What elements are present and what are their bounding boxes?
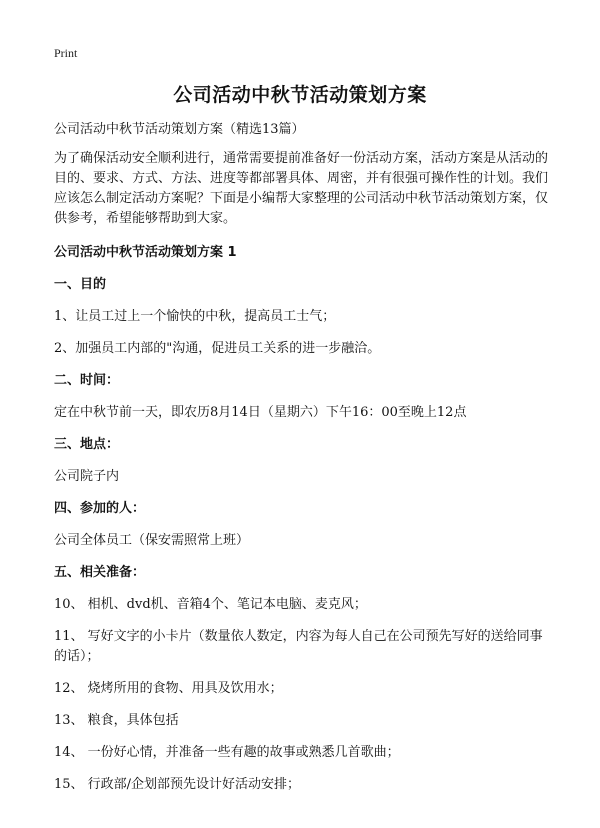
time-text: 定在中秋节前一天，即农历8月14日（星期六）下午16：00至晚上12点 xyxy=(54,405,467,420)
intro-paragraph: 为了确保活动安全顺利进行，通常需要提前准备好一份活动方案，活动方案是从活动的目的、要求、方式、方法、进度等都部署具体、周密，并有很强可操作性的计划。我们应该怎么制定活动方案呢？下面是小编帮大家整理的公司活动中秋节活动策划方案，仅供参考，希望能够帮助到大家。 xyxy=(54,151,549,226)
place-text: 公司院子内 xyxy=(54,469,120,484)
participants-text: 公司全体员工（保安需照常上班） xyxy=(54,533,250,548)
document-body xyxy=(54,120,548,807)
list-item: 10、 相机、dvd机、音箱4个、笔记本电脑、麦克风； xyxy=(54,597,367,612)
section-heading-goal: 一、目的 xyxy=(54,277,107,292)
plan-heading: 公司活动中秋节活动策划方案 1 xyxy=(54,245,237,260)
document-subtitle: 公司活动中秋节活动策划方案（精选13篇） xyxy=(54,122,305,137)
section-heading-place: 三、地点： xyxy=(54,437,120,452)
section-heading-participants: 四、参加的人： xyxy=(54,501,146,516)
print-link[interactable]: Print xyxy=(54,46,78,60)
section-heading-time: 二、时间： xyxy=(54,373,120,388)
list-item: 1、让员工过上一个愉快的中秋，提高员工士气； xyxy=(54,309,336,324)
page-title: 公司活动中秋节活动策划方案 xyxy=(173,84,427,106)
list-item: 13、 粮食，具体包括 xyxy=(54,713,179,728)
list-item: 12、 烧烤所用的食物、用具及饮用水； xyxy=(54,681,283,696)
list-item: 2、加强员工内部的"沟通，促进员工关系的进一步融洽。 xyxy=(54,341,381,356)
list-item: 11、 写好文字的小卡片（数量依人数定，内容为每人自己在公司预先写好的送给同事的话）； xyxy=(54,629,543,664)
list-item: 15、 行政部/企划部预先设计好活动安排； xyxy=(54,777,301,792)
section-heading-preparation: 五、相关准备： xyxy=(54,565,146,580)
list-item: 14、 一份好心情，并准备一些有趣的故事或熟悉几首歌曲； xyxy=(54,745,400,760)
